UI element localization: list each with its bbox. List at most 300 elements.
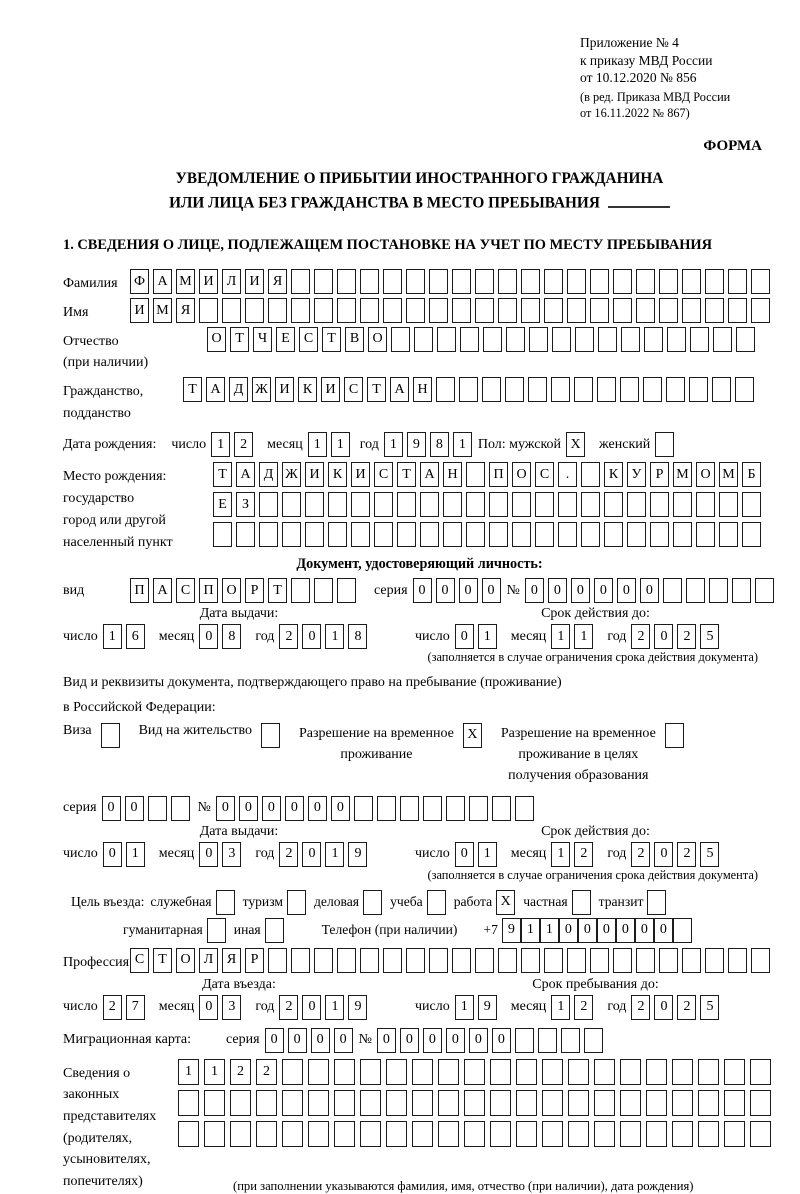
char-box[interactable] [561,1028,580,1053]
char-box[interactable]: 0 [571,578,590,603]
char-box[interactable]: 2 [279,842,298,867]
char-box[interactable] [207,918,226,943]
char-box[interactable] [464,1090,485,1116]
char-box[interactable] [613,298,632,323]
char-box[interactable] [659,298,678,323]
char-box[interactable] [386,1090,407,1116]
char-box[interactable] [282,492,301,517]
entry-day-boxes[interactable] [103,995,149,1020]
char-box[interactable]: 1 [308,432,327,457]
char-box[interactable]: С [130,948,149,973]
char-box[interactable]: Е [213,492,232,517]
char-box[interactable] [627,522,646,547]
char-box[interactable] [751,269,770,294]
residence-issue-day-boxes[interactable] [103,842,149,867]
char-box[interactable]: 1 [478,624,497,649]
char-box[interactable] [334,1121,355,1147]
char-box[interactable] [750,1090,771,1116]
char-box[interactable] [204,1121,225,1147]
char-box[interactable] [337,269,356,294]
char-box[interactable]: 5 [700,624,719,649]
char-box[interactable] [483,327,502,352]
doc-issue-year-boxes[interactable] [279,624,371,649]
char-box[interactable] [498,948,517,973]
char-box[interactable]: 0 [594,578,613,603]
char-box[interactable] [466,462,485,487]
char-box[interactable] [490,1090,511,1116]
purpose-private-checkbox[interactable] [572,890,591,915]
char-box[interactable]: О [222,578,241,603]
char-box[interactable] [460,327,479,352]
char-box[interactable]: 0 [459,578,478,603]
purpose-tourism-checkbox[interactable] [287,890,306,915]
char-box[interactable]: 0 [199,842,218,867]
stay-year-boxes[interactable] [631,995,723,1020]
char-box[interactable] [650,492,669,517]
char-box[interactable] [728,269,747,294]
char-box[interactable]: Н [443,462,462,487]
purpose-study-checkbox[interactable] [427,890,446,915]
char-box[interactable] [452,269,471,294]
representatives-boxes-row2[interactable] [178,1090,776,1116]
char-box[interactable] [351,492,370,517]
char-box[interactable] [558,492,577,517]
char-box[interactable] [308,1090,329,1116]
char-box[interactable] [712,377,731,402]
char-box[interactable] [383,269,402,294]
char-box[interactable]: И [275,377,294,402]
char-box[interactable] [590,269,609,294]
char-box[interactable] [423,796,442,821]
char-box[interactable] [436,377,455,402]
char-box[interactable] [590,298,609,323]
birthplace-boxes-row2[interactable] [213,492,765,517]
char-box[interactable] [259,522,278,547]
char-box[interactable]: 2 [230,1059,251,1085]
char-box[interactable] [750,1121,771,1147]
char-box[interactable]: 0 [377,1028,396,1053]
purpose-other-checkbox[interactable] [265,918,284,943]
char-box[interactable] [521,269,540,294]
char-box[interactable] [452,948,471,973]
residence-issue-year-boxes[interactable] [279,842,371,867]
char-box[interactable] [386,1121,407,1147]
char-box[interactable] [328,522,347,547]
char-box[interactable]: 1 [551,995,570,1020]
char-box[interactable] [709,578,728,603]
char-box[interactable]: 1 [325,995,344,1020]
char-box[interactable]: М [719,462,738,487]
temp-residence-checkbox[interactable] [463,723,486,748]
char-box[interactable] [521,948,540,973]
char-box[interactable] [736,327,755,352]
sex-male-checkbox[interactable] [566,432,589,457]
entry-year-boxes[interactable] [279,995,371,1020]
residence-valid-day-boxes[interactable] [455,842,501,867]
char-box[interactable] [512,492,531,517]
char-box[interactable] [568,1059,589,1085]
char-box[interactable]: 1 [204,1059,225,1085]
char-box[interactable] [337,578,356,603]
birth-day-boxes[interactable] [211,432,257,457]
char-box[interactable] [261,723,280,748]
char-box[interactable]: П [489,462,508,487]
char-box[interactable] [728,948,747,973]
char-box[interactable] [646,1059,667,1085]
char-box[interactable] [516,1059,537,1085]
char-box[interactable]: 2 [279,624,298,649]
char-box[interactable]: 0 [199,624,218,649]
char-box[interactable] [682,948,701,973]
char-box[interactable] [397,522,416,547]
char-box[interactable]: 2 [677,995,696,1020]
char-box[interactable] [751,948,770,973]
char-box[interactable] [696,492,715,517]
entry-month-boxes[interactable] [199,995,245,1020]
char-box[interactable] [750,1059,771,1085]
char-box[interactable] [529,327,548,352]
char-box[interactable]: 0 [239,796,258,821]
char-box[interactable] [604,522,623,547]
char-box[interactable]: 9 [407,432,426,457]
char-box[interactable] [230,1121,251,1147]
doc-type-boxes[interactable] [130,578,360,603]
char-box[interactable]: 0 [617,578,636,603]
char-box[interactable] [360,1090,381,1116]
char-box[interactable]: 1 [521,918,540,943]
visa-checkbox[interactable] [101,723,124,748]
migration-number-boxes[interactable] [377,1028,607,1053]
char-box[interactable] [265,918,284,943]
char-box[interactable]: X [463,723,482,748]
char-box[interactable] [178,1090,199,1116]
char-box[interactable]: М [673,462,692,487]
char-box[interactable] [751,298,770,323]
char-box[interactable]: Л [199,948,218,973]
char-box[interactable] [256,1090,277,1116]
char-box[interactable]: Д [229,377,248,402]
char-box[interactable]: 0 [285,796,304,821]
char-box[interactable]: К [298,377,317,402]
doc-number-boxes[interactable] [525,578,778,603]
char-box[interactable] [282,1121,303,1147]
char-box[interactable] [644,327,663,352]
profession-boxes[interactable] [130,948,774,973]
char-box[interactable] [696,522,715,547]
char-box[interactable] [400,796,419,821]
char-box[interactable] [291,578,310,603]
char-box[interactable]: 2 [574,995,593,1020]
char-box[interactable]: С [299,327,318,352]
char-box[interactable] [516,1121,537,1147]
char-box[interactable]: 0 [455,842,474,867]
char-box[interactable] [506,327,525,352]
char-box[interactable] [713,327,732,352]
char-box[interactable]: 1 [178,1059,199,1085]
char-box[interactable]: 2 [256,1059,277,1085]
char-box[interactable] [282,522,301,547]
char-box[interactable] [613,948,632,973]
char-box[interactable] [437,327,456,352]
char-box[interactable] [337,948,356,973]
char-box[interactable]: 1 [103,624,122,649]
char-box[interactable] [542,1059,563,1085]
char-box[interactable]: 1 [126,842,145,867]
char-box[interactable]: 5 [700,995,719,1020]
char-box[interactable]: 0 [265,1028,284,1053]
char-box[interactable]: 0 [199,995,218,1020]
char-box[interactable]: 8 [430,432,449,457]
char-box[interactable] [567,298,586,323]
char-box[interactable]: 9 [348,995,367,1020]
char-box[interactable]: . [558,462,577,487]
residence-valid-month-boxes[interactable] [551,842,597,867]
char-box[interactable] [429,298,448,323]
char-box[interactable]: И [305,462,324,487]
char-box[interactable]: 0 [469,1028,488,1053]
char-box[interactable] [542,1121,563,1147]
char-box[interactable] [245,298,264,323]
char-box[interactable] [705,298,724,323]
char-box[interactable] [544,948,563,973]
char-box[interactable] [689,377,708,402]
char-box[interactable] [308,1121,329,1147]
char-box[interactable] [542,1090,563,1116]
char-box[interactable] [490,1059,511,1085]
char-box[interactable]: Т [367,377,386,402]
char-box[interactable] [544,298,563,323]
char-box[interactable]: С [176,578,195,603]
char-box[interactable] [475,298,494,323]
purpose-business-checkbox[interactable] [363,890,382,915]
char-box[interactable] [420,492,439,517]
char-box[interactable] [291,948,310,973]
char-box[interactable]: Л [222,269,241,294]
char-box[interactable] [171,796,190,821]
char-box[interactable] [446,796,465,821]
char-box[interactable] [443,522,462,547]
char-box[interactable] [643,377,662,402]
char-box[interactable] [314,578,333,603]
char-box[interactable] [673,918,692,943]
char-box[interactable] [735,377,754,402]
char-box[interactable]: А [206,377,225,402]
char-box[interactable]: 1 [551,842,570,867]
char-box[interactable]: К [604,462,623,487]
purpose-transit-checkbox[interactable] [647,890,666,915]
char-box[interactable] [584,1028,603,1053]
char-box[interactable]: 0 [654,995,673,1020]
char-box[interactable] [505,377,524,402]
char-box[interactable] [412,1059,433,1085]
char-box[interactable]: 0 [436,578,455,603]
char-box[interactable] [742,522,761,547]
char-box[interactable]: С [374,462,393,487]
char-box[interactable]: 0 [262,796,281,821]
char-box[interactable] [672,1059,693,1085]
char-box[interactable] [429,948,448,973]
char-box[interactable]: Т [213,462,232,487]
char-box[interactable] [148,796,167,821]
char-box[interactable]: 0 [492,1028,511,1053]
char-box[interactable]: Т [230,327,249,352]
char-box[interactable] [512,522,531,547]
doc-valid-month-boxes[interactable] [551,624,597,649]
char-box[interactable]: 0 [103,842,122,867]
patronymic-boxes[interactable] [207,327,759,352]
char-box[interactable]: О [207,327,226,352]
char-box[interactable]: Д [259,462,278,487]
char-box[interactable] [213,522,232,547]
char-box[interactable]: X [496,890,515,915]
char-box[interactable]: Я [268,269,287,294]
char-box[interactable] [268,948,287,973]
char-box[interactable] [354,796,373,821]
char-box[interactable] [282,1059,303,1085]
char-box[interactable] [594,1121,615,1147]
char-box[interactable] [178,1121,199,1147]
char-box[interactable]: П [130,578,149,603]
char-box[interactable]: 1 [325,624,344,649]
char-box[interactable] [647,890,666,915]
char-box[interactable] [438,1090,459,1116]
char-box[interactable]: 6 [126,624,145,649]
char-box[interactable] [598,327,617,352]
char-box[interactable] [498,269,517,294]
residence-valid-year-boxes[interactable] [631,842,723,867]
char-box[interactable] [698,1090,719,1116]
residence-series-boxes[interactable] [102,796,194,821]
char-box[interactable]: 0 [559,918,578,943]
char-box[interactable] [650,522,669,547]
char-box[interactable]: Ф [130,269,149,294]
char-box[interactable]: 0 [525,578,544,603]
char-box[interactable] [646,1090,667,1116]
char-box[interactable]: П [199,578,218,603]
char-box[interactable] [572,890,591,915]
char-box[interactable]: 0 [597,918,616,943]
char-box[interactable]: 0 [288,1028,307,1053]
char-box[interactable]: Ж [282,462,301,487]
char-box[interactable]: 3 [222,842,241,867]
char-box[interactable] [363,890,382,915]
char-box[interactable]: 0 [216,796,235,821]
char-box[interactable] [724,1121,745,1147]
char-box[interactable] [568,1090,589,1116]
char-box[interactable]: 0 [640,578,659,603]
char-box[interactable] [621,327,640,352]
char-box[interactable]: 5 [700,842,719,867]
char-box[interactable] [521,298,540,323]
char-box[interactable] [528,377,547,402]
char-box[interactable] [728,298,747,323]
char-box[interactable] [719,492,738,517]
char-box[interactable] [620,1059,641,1085]
char-box[interactable] [216,890,235,915]
char-box[interactable] [489,492,508,517]
char-box[interactable]: З [236,492,255,517]
char-box[interactable]: И [321,377,340,402]
char-box[interactable] [360,269,379,294]
purpose-official-checkbox[interactable] [216,890,235,915]
char-box[interactable]: 1 [331,432,350,457]
char-box[interactable] [672,1121,693,1147]
char-box[interactable]: 1 [551,624,570,649]
char-box[interactable] [665,723,684,748]
char-box[interactable]: 0 [455,624,474,649]
char-box[interactable] [452,298,471,323]
char-box[interactable]: 0 [654,918,673,943]
char-box[interactable]: О [368,327,387,352]
char-box[interactable] [732,578,751,603]
char-box[interactable] [535,522,554,547]
char-box[interactable] [590,948,609,973]
char-box[interactable] [412,1121,433,1147]
doc-issue-month-boxes[interactable] [199,624,245,649]
char-box[interactable] [337,298,356,323]
char-box[interactable]: 9 [478,995,497,1020]
char-box[interactable] [374,522,393,547]
char-box[interactable] [230,1090,251,1116]
stay-day-boxes[interactable] [455,995,501,1020]
char-box[interactable]: 0 [616,918,635,943]
char-box[interactable]: А [390,377,409,402]
char-box[interactable] [469,796,488,821]
char-box[interactable] [515,1028,534,1053]
char-box[interactable]: 2 [234,432,253,457]
char-box[interactable]: Т [322,327,341,352]
char-box[interactable]: 0 [302,995,321,1020]
char-box[interactable] [360,1121,381,1147]
char-box[interactable] [627,492,646,517]
char-box[interactable] [636,298,655,323]
char-box[interactable] [574,377,593,402]
char-box[interactable]: 1 [478,842,497,867]
char-box[interactable]: В [345,327,364,352]
char-box[interactable]: А [236,462,255,487]
char-box[interactable]: 0 [308,796,327,821]
char-box[interactable]: X [566,432,585,457]
char-box[interactable]: 0 [331,796,350,821]
char-box[interactable]: С [535,462,554,487]
char-box[interactable] [567,269,586,294]
char-box[interactable]: Т [268,578,287,603]
char-box[interactable] [256,1121,277,1147]
char-box[interactable] [535,492,554,517]
char-box[interactable] [581,492,600,517]
char-box[interactable] [360,948,379,973]
char-box[interactable] [636,269,655,294]
char-box[interactable]: 0 [302,624,321,649]
char-box[interactable] [406,269,425,294]
birth-year-boxes[interactable] [384,432,476,457]
char-box[interactable]: 3 [222,995,241,1020]
char-box[interactable]: 0 [400,1028,419,1053]
char-box[interactable] [314,298,333,323]
char-box[interactable] [698,1121,719,1147]
char-box[interactable] [558,522,577,547]
char-box[interactable] [705,269,724,294]
char-box[interactable] [374,492,393,517]
char-box[interactable]: 8 [348,624,367,649]
char-box[interactable] [291,269,310,294]
char-box[interactable]: О [696,462,715,487]
char-box[interactable] [673,492,692,517]
char-box[interactable]: 9 [348,842,367,867]
char-box[interactable]: И [351,462,370,487]
char-box[interactable] [724,1090,745,1116]
char-box[interactable]: М [176,269,195,294]
